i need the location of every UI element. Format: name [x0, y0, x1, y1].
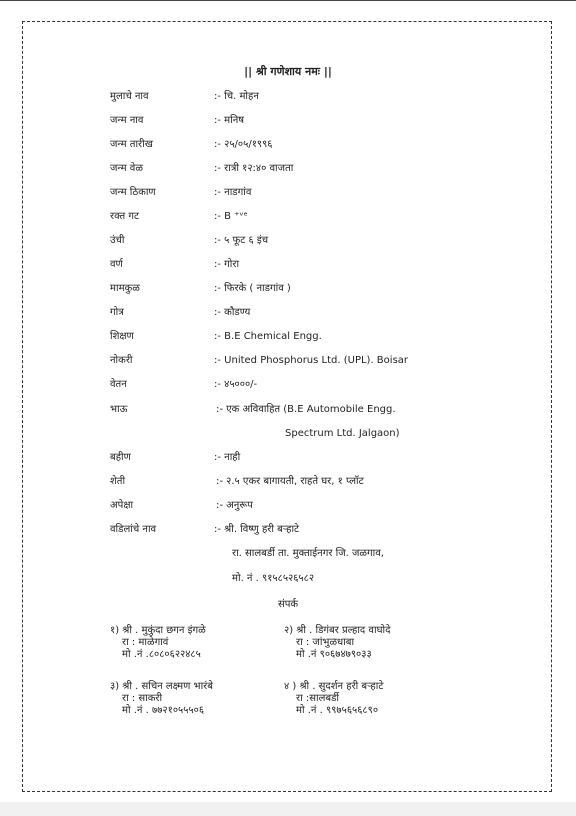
father-phone: मो. नं . ९१५८५२६५८२ — [232, 573, 315, 584]
father-address: रा. सालबर्डी ता. मुक्ताईनगर जि. जळगाव, — [232, 548, 384, 559]
field-value: :- B ⁺ᵛᵉ — [214, 211, 248, 222]
contact-card — [110, 681, 213, 717]
top-border-line — [0, 0, 576, 1]
field-value: :- एक अविवाहित (B.E Automobile Engg. — [216, 404, 396, 415]
field-value: :- नाही — [214, 452, 241, 463]
field-value: :- कौडण्य — [214, 307, 251, 318]
contact-place: रा : साकरी — [122, 693, 163, 704]
field-label: जन्म वेळ — [110, 163, 143, 174]
field-label: अपेक्षा — [110, 500, 134, 511]
field-label: भाऊ — [110, 404, 128, 415]
field-label: गोत्र — [110, 307, 124, 318]
field-label: मुलाचे नाव — [110, 91, 149, 102]
contact-phone: मो .नं . ९९७५६५६८९० — [296, 705, 379, 716]
contact-name: २) श्री . डिगंबर प्रल्हाद वाघोदे — [284, 625, 391, 636]
contact-place: रा :सालबर्डी — [296, 693, 340, 704]
field-value: :- रात्री १२:४० वाजता — [214, 163, 294, 174]
field-label: नोकरी — [110, 355, 133, 366]
field-label: मामकुळ — [110, 283, 140, 294]
contact-heading: संपर्क — [277, 599, 299, 610]
field-label: बहीण — [110, 452, 131, 463]
contact-phone: मो .नं . ७७२१०५५५०६ — [122, 705, 205, 716]
field-value: :- ४५०००/- — [214, 379, 258, 390]
contact-place: रा : माळेगावं — [122, 637, 169, 648]
brother-detail-continuation: Spectrum Ltd. Jalgaon) — [285, 428, 400, 439]
field-value: :- चि. मोहन — [214, 91, 259, 102]
field-value: :- श्री. विष्णु हरी बऱ्हाटे — [214, 524, 300, 535]
contact-name: १) श्री . मुकुंदा छगन इंगळे — [110, 625, 206, 636]
field-value: :- नाडगांव — [214, 187, 252, 198]
field-value: :- २.५ एकर बागायती, राहते घर, १ प्लॉट — [216, 476, 364, 487]
contact-name: ४ ) श्री . सुदर्शन हरी बऱ्हाटे — [284, 681, 384, 692]
field-label: वर्ण — [110, 259, 123, 270]
contact-card — [284, 625, 390, 661]
contact-card — [284, 681, 383, 717]
contact-name: ३) श्री . सचिन लक्ष्मण भारंबे — [110, 681, 213, 692]
field-label: जन्म ठिकाण — [110, 187, 156, 198]
field-value: :- B.E Chemical Engg. — [214, 331, 322, 342]
field-label: उंची — [110, 235, 125, 246]
page-title: || श्री गणेशाय नमः || — [244, 65, 332, 78]
field-label: वेतन — [110, 379, 127, 390]
field-value: :- ५ फूट ६ इंच — [214, 235, 269, 246]
field-label: जन्म नाव — [110, 115, 144, 126]
field-value: :- गोरा — [214, 259, 240, 270]
field-value: :- २५/०५/१९९६ — [214, 139, 273, 150]
field-label: जन्म तारीख — [110, 139, 153, 150]
bottom-gray-bar — [0, 802, 576, 816]
field-value: :- मनिष — [214, 115, 245, 126]
contact-card — [110, 625, 206, 661]
field-value: :- अनुरूप — [216, 500, 253, 511]
contact-phone: मो .नं .८०८०६२२४८५ — [122, 649, 201, 660]
field-value: :- फिरके ( नाडगांव ) — [214, 283, 291, 294]
field-label: रक्त गट — [110, 211, 139, 222]
field-value: :- United Phosphorus Ltd. (UPL). Boisar — [214, 355, 409, 366]
field-label: वडिलांचे नाव — [110, 524, 157, 535]
contact-place: रा : जांभुळधाबा — [296, 637, 355, 648]
field-label: शिक्षण — [110, 331, 134, 342]
contact-phone: मो .नं ९०६७४७९०३३ — [296, 649, 372, 660]
field-label: शेती — [110, 476, 126, 487]
